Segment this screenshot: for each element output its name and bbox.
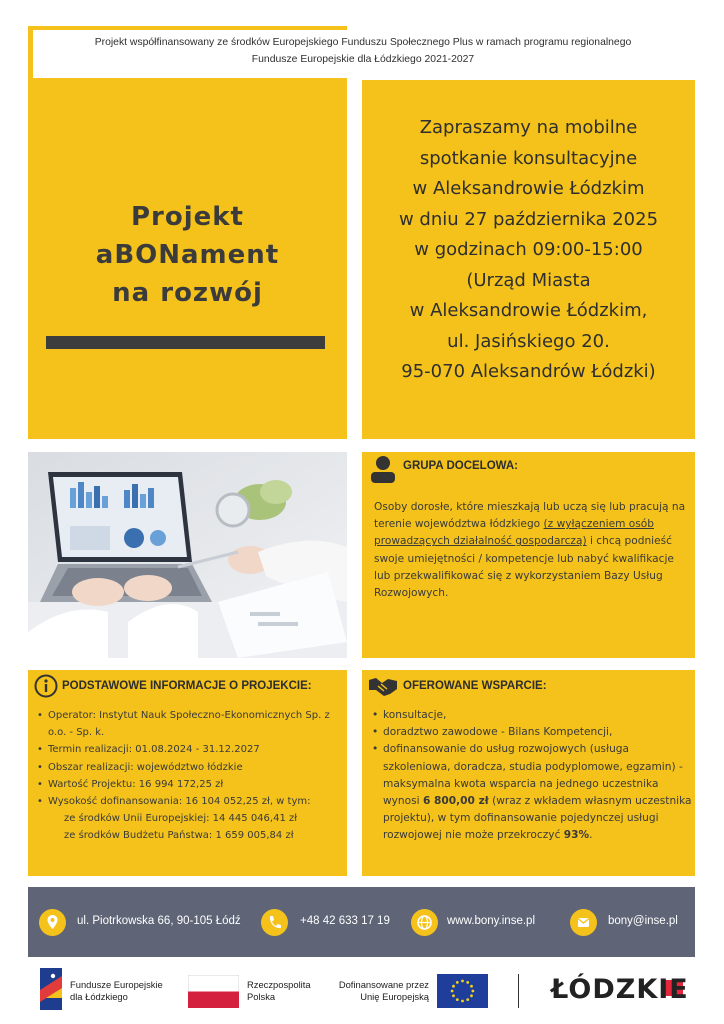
target-text-exclusion: (z wyłączeniem osób prowadzących działalność gospodarczą) bbox=[374, 518, 654, 548]
person-icon bbox=[368, 454, 398, 484]
target-group-heading: GRUPA DOCELOWA: bbox=[403, 460, 518, 472]
project-title-line3: na rozwój bbox=[112, 278, 263, 308]
basic-info-list bbox=[37, 707, 345, 845]
target-text-part1: Osoby dorosłe, które mieszkają lub uczą się lub pracują na terenie województwa łódzkiego bbox=[374, 501, 686, 531]
project-title-line1: Projekt bbox=[130, 202, 244, 232]
contact-email[interactable]: bony@inse.pl bbox=[608, 915, 678, 927]
target-group-panel bbox=[362, 452, 695, 658]
offer-item3-text: dofinansowanie do usług rozwojowych (usługa szkoleniowa, doradcza, studia podyplomowe, egzamin) - maksymalna kwota wsparcia na jednego uczestnika wynosi bbox=[383, 743, 683, 808]
invitation-line: spotkanie konsultacyjne bbox=[419, 147, 638, 169]
invitation-line: w Aleksandrowie Łódzkim, bbox=[409, 300, 648, 321]
offer-item3-end: . bbox=[589, 829, 593, 842]
list-item: • Termin realizacji: 01.08.2024 - 31.12.2027 bbox=[37, 741, 345, 758]
rp-logo-text bbox=[247, 979, 311, 1002]
basic-info-panel bbox=[28, 670, 347, 876]
funding-logos-strip bbox=[0, 962, 724, 1024]
max-percentage: 93% bbox=[563, 829, 590, 842]
invitation-line: Zapraszamy na mobilne bbox=[419, 117, 638, 138]
funding-eu-line: ze środków Unii Europejskiej: 14 445 046,41 zł bbox=[64, 813, 298, 825]
list-item: • doradztwo zawodowe - Bilans Kompetencji, bbox=[372, 724, 692, 741]
ue-logo-text bbox=[335, 979, 429, 1002]
cofinancing-note-line2: Fundusze Europejskie dla Łódzkiego 2021-2027 bbox=[251, 53, 475, 65]
rp-logo-line2: Polska bbox=[247, 990, 276, 1002]
phone-icon bbox=[261, 909, 288, 936]
invitation-line: w godzinach 09:00-15:00 bbox=[414, 239, 643, 260]
list-item: • Wysokość dofinansowania: 16 104 052,25 zł, w tym: bbox=[37, 793, 345, 810]
offered-support-heading: OFEROWANE WSPARCIE: bbox=[403, 680, 547, 692]
invitation-line: w Aleksandrowie Łódzkim bbox=[412, 178, 645, 199]
invitation-text bbox=[362, 113, 695, 388]
invitation-line: 95-070 Aleksandrów Łódzki) bbox=[401, 361, 656, 382]
cofinancing-note bbox=[33, 30, 693, 78]
globe-icon bbox=[411, 909, 438, 936]
fe-logo-line2: dla Łódzkiego bbox=[70, 990, 128, 1002]
offered-support-list bbox=[372, 707, 692, 845]
project-title bbox=[28, 198, 347, 312]
info-icon bbox=[34, 674, 58, 698]
list-item: • Obszar realizacji: województwo łódzkie bbox=[37, 759, 345, 776]
laptop-photo bbox=[28, 452, 347, 658]
offer-item3-text-cont: (wraz z wkładem własnym uczestnika projektu), w tym dofinansowanie pojedynczej usługi rozwojowej nie może przekroczyć bbox=[383, 795, 692, 842]
fe-logo-icon bbox=[40, 968, 62, 1010]
project-title-panel bbox=[28, 80, 347, 439]
invitation-panel bbox=[362, 80, 695, 439]
invitation-line: w dniu 27 października 2025 bbox=[398, 208, 659, 230]
email-icon bbox=[570, 909, 597, 936]
logo-divider bbox=[518, 974, 519, 1008]
contact-address: ul. Piotrkowska 66, 90-105 Łódź bbox=[77, 915, 241, 927]
location-icon bbox=[39, 909, 66, 936]
ue-logo-line1: Dofinansowane przez bbox=[338, 979, 429, 990]
project-title-line2: aBONament bbox=[95, 240, 280, 270]
invitation-line: ul. Jasińskiego 20. bbox=[447, 330, 610, 352]
eu-flag-icon bbox=[437, 974, 488, 1008]
offered-support-panel bbox=[362, 670, 695, 876]
title-underline-bar bbox=[46, 336, 325, 349]
rp-logo-line1: Rzeczpospolita bbox=[247, 979, 311, 990]
basic-info-heading: PODSTAWOWE INFORMACJE O PROJEKCIE: bbox=[62, 680, 312, 692]
list-item: • Operator: Instytut Nauk Społeczno-Ekonomicznych Sp. z o.o. - Sp. k. bbox=[37, 707, 345, 741]
target-text-part2: i chcą podnieść swoje umiejętności / kompetencje lub nabyć kwalifikacje lub przekwalifikować się z wykorzystaniem Bazy Usług Rozwojowych. bbox=[374, 535, 674, 600]
funding-state-line: ze środków Budżetu Państwa: 1 659 005,84 zł bbox=[64, 830, 294, 842]
list-item: • konsultacje, bbox=[372, 707, 692, 724]
contact-phone[interactable]: +48 42 633 17 19 bbox=[300, 915, 390, 927]
laptop-illustration bbox=[28, 452, 347, 658]
max-amount: 6 800,00 zł bbox=[422, 795, 489, 808]
fe-logo-line1: Fundusze Europejskie bbox=[70, 979, 163, 990]
invitation-line: (Urząd Miasta bbox=[466, 269, 591, 291]
fe-logo-text bbox=[70, 979, 163, 1002]
ue-logo-line2: Unię Europejską bbox=[360, 990, 429, 1002]
target-group-description bbox=[374, 499, 692, 602]
contact-website[interactable]: www.bony.inse.pl bbox=[447, 915, 535, 927]
lodzkie-logo: ŁÓDZKIE bbox=[551, 974, 689, 1005]
handshake-icon bbox=[368, 674, 398, 698]
list-item: • Wartość Projektu: 16 994 172,25 zł bbox=[37, 776, 345, 793]
list-item bbox=[372, 741, 692, 844]
poland-flag-icon bbox=[188, 975, 239, 1008]
cofinancing-note-line1: Projekt współfinansowany ze środków Europejskiego Funduszu Społecznego Plus w ramach programu regionalnego bbox=[94, 37, 632, 48]
contact-bar bbox=[28, 887, 695, 957]
